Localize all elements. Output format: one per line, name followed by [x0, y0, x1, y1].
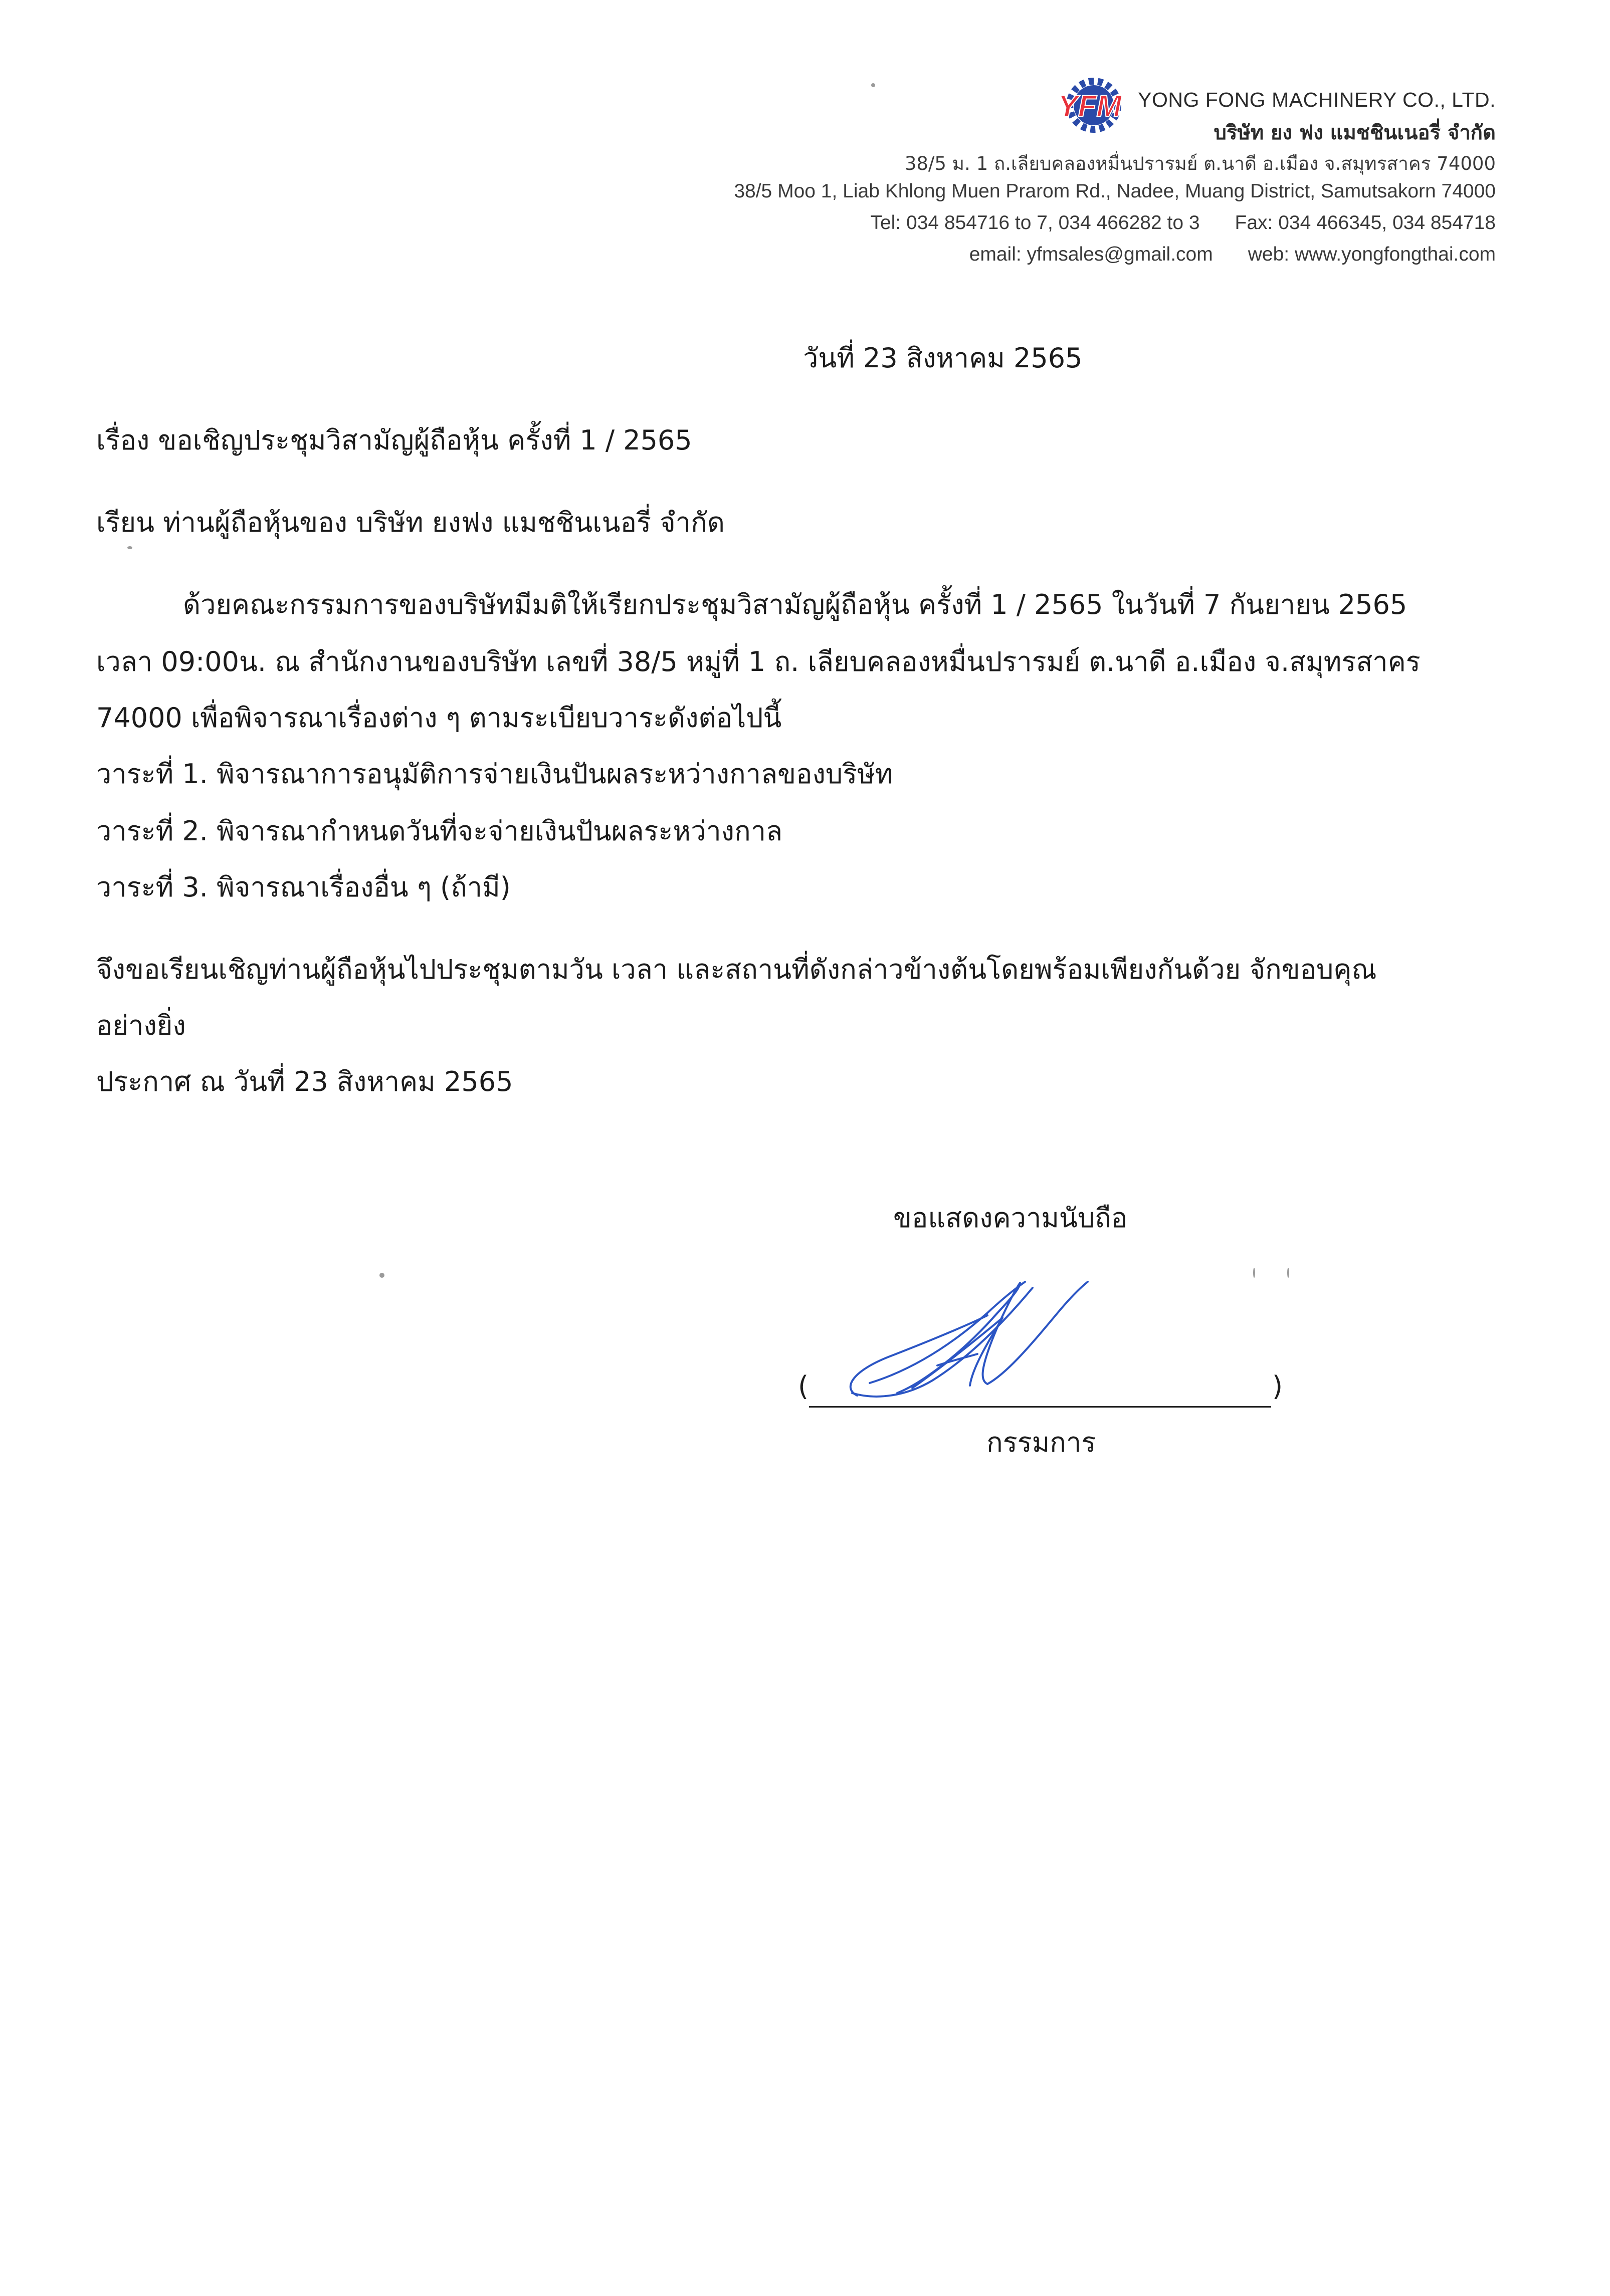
closing-phrase: ขอแสดงความนับถือ: [893, 1202, 1128, 1234]
paragraph-line: ด้วยคณะกรรมการของบริษัทมีมติให้เรียกประชุมวิสามัญผู้ถือหุ้น ครั้งที่ 1 / 2565 ในวันที่ 7 กันยายน 2565: [183, 589, 1407, 620]
contact-web-row: [969, 244, 1496, 266]
company-name-en: YONG FONG MACHINERY CO., LTD.: [1138, 88, 1496, 111]
letter-date: วันที่ 23 สิงหาคม 2565: [803, 342, 1083, 374]
company-logo: [1048, 74, 1133, 139]
logo-text: YFM: [1058, 89, 1122, 123]
address-en: 38/5 Moo 1, Liab Khlong Muen Prarom Rd., Nadee, Muang District, Samutsakorn 74000: [734, 180, 1496, 202]
paragraph-line: 74000 เพื่อพิจารณาเรื่องต่าง ๆ ตามระเบียบวาระดังต่อไปนี้: [96, 702, 782, 734]
address-th: 38/5 ม. 1 ถ.เลียบคลองหมื่นปรารมย์ ต.นาดี อ.เมือง จ.สมุทรสาคร 74000: [904, 153, 1496, 174]
agenda-item: วาระที่ 2. พิจารณากำหนดวันที่จะจ่ายเงินปันผลระหว่างกาล: [96, 815, 783, 847]
agenda-item: วาระที่ 3. พิจารณาเรื่องอื่น ๆ (ถ้ามี): [96, 871, 511, 903]
signature-close-paren: ): [1272, 1370, 1283, 1402]
scan-speck: [379, 1273, 384, 1278]
website-text: web: www.yongfongthai.com: [1248, 244, 1496, 265]
letter-recipient: เรียน ท่านผู้ถือหุ้นของ บริษัท ยงฟง แมชชินเนอรี่ จำกัด: [96, 507, 725, 538]
scan-speck: [871, 83, 875, 87]
agenda-item: วาระที่ 1. พิจารณาการอนุมัติการจ่ายเงินปันผลระหว่างกาลของบริษัท: [96, 758, 893, 790]
fax-text: Fax: 034 466345, 034 854718: [1235, 212, 1496, 234]
signer-title: กรรมการ: [986, 1427, 1096, 1458]
scan-speck: [1287, 1268, 1289, 1278]
paragraph-line: เวลา 09:00น. ณ สำนักงานของบริษัท เลขที่ 38/5 หมู่ที่ 1 ถ. เลียบคลองหมื่นปรารมย์ ต.นาดี อ.เมือง จ.สมุทรสาคร: [96, 646, 1421, 677]
company-name-th: บริษัท ยง ฟง แมชชินเนอรี่ จำกัด: [1214, 121, 1496, 144]
announcement-date: ประกาศ ณ วันที่ 23 สิงหาคม 2565: [96, 1066, 513, 1097]
telephone-text: Tel: 034 854716 to 7, 034 466282 to 3: [870, 212, 1200, 234]
email-text: email: yfmsales@gmail.com: [969, 244, 1213, 265]
conclusion-line: อย่างยิ่ง: [96, 1010, 186, 1041]
signature-open-paren: (: [798, 1370, 809, 1402]
signature-line: [809, 1406, 1271, 1408]
scan-speck: [127, 546, 132, 549]
contact-phone-row: [870, 212, 1496, 234]
handwritten-signature: [822, 1268, 1123, 1413]
scan-speck: [1253, 1268, 1255, 1278]
letter-subject: เรื่อง ขอเชิญประชุมวิสามัญผู้ถือหุ้น ครั้งที่ 1 / 2565: [96, 424, 692, 456]
conclusion-line: จึงขอเรียนเชิญท่านผู้ถือหุ้นไปประชุมตามวัน เวลา และสถานที่ดังกล่าวข้างต้นโดยพร้อมเพียงกันด้วย จักขอบคุณ: [96, 954, 1377, 985]
